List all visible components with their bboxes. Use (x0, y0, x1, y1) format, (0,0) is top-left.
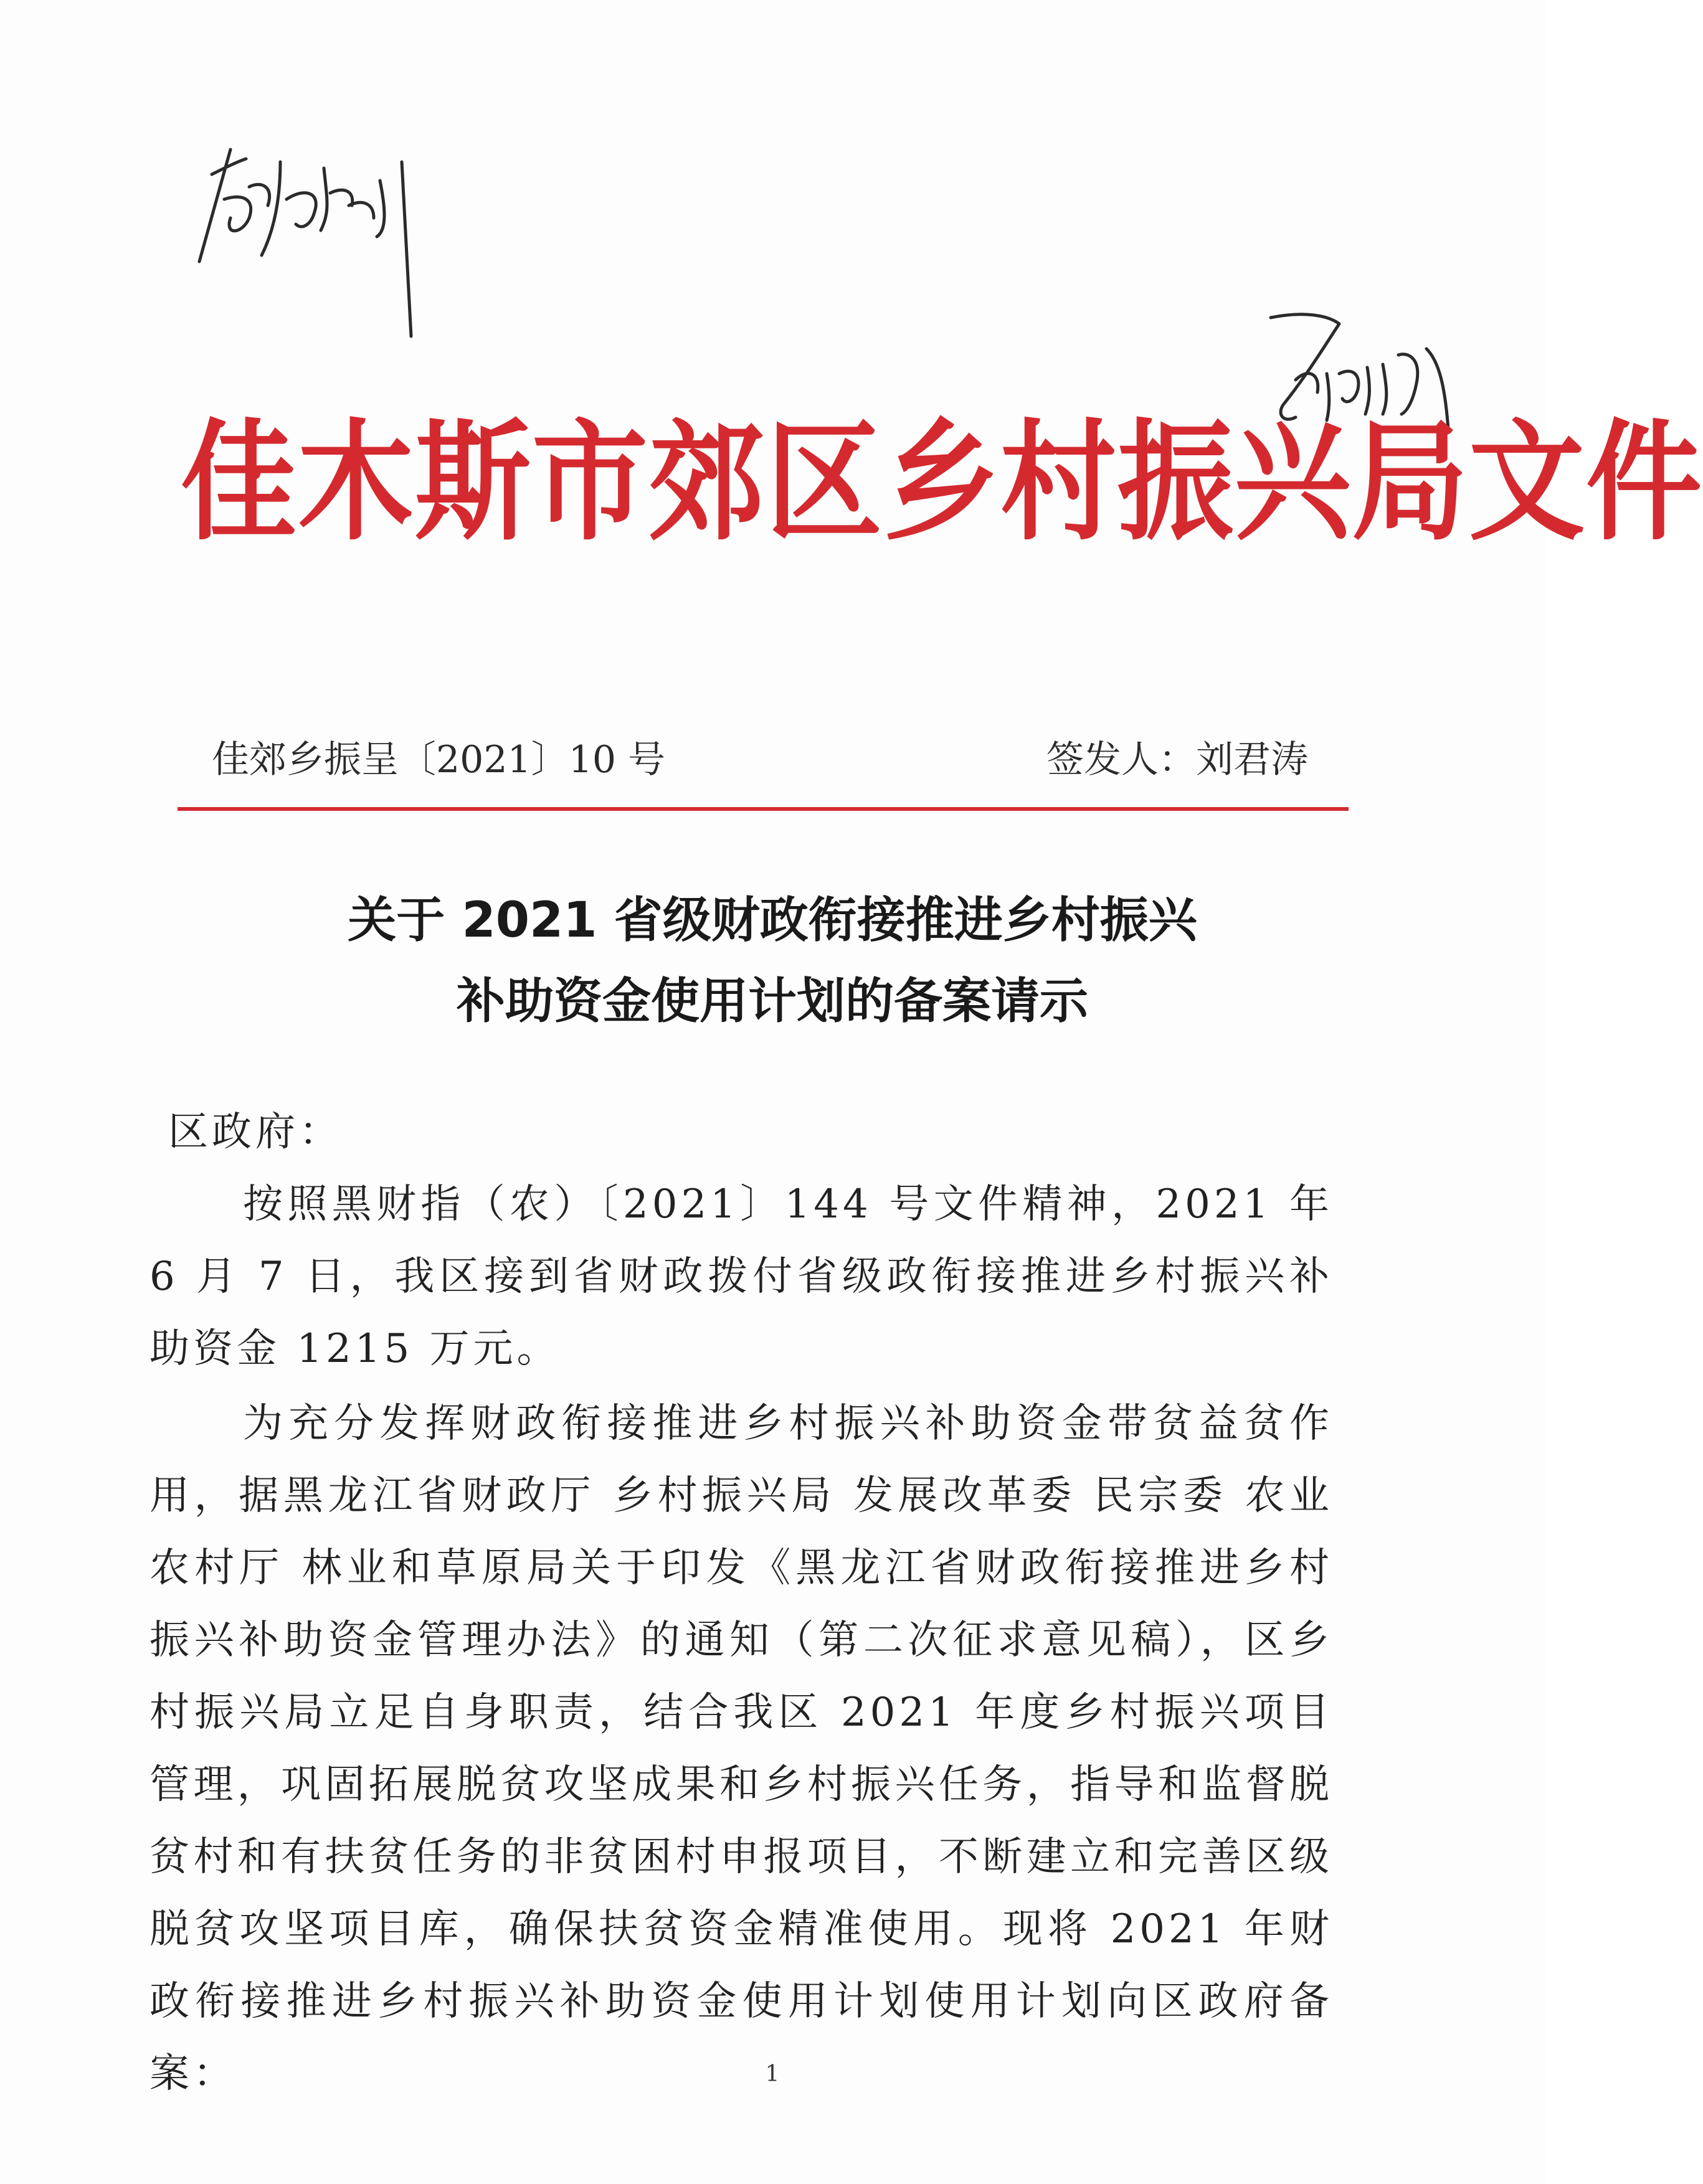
body-paragraph: 按照黑财指（农）〔2021〕144 号文件精神，2021 年 6 月 7 日，我区接到省财政拨付省级政衔接推进乡村振兴补助资金 1215 万元。 (149, 1181, 1333, 1372)
page-number: 1 (765, 2061, 780, 2087)
document-body (149, 1096, 1333, 2110)
handwritten-signature-left (187, 125, 448, 349)
document-signer: 签发人：刘君涛 (1046, 738, 1308, 782)
body-paragraph: 为充分发挥财政衔接推进乡村振兴补助资金带贫益贫作用，据黑龙江省财政厅 乡村振兴局 发展改革委 民宗委 农业农村厅 林业和草原局关于印发《黑龙江省财政衔接推进乡村振兴补助资金管理办法》的通知（第二次征求意见稿），区乡村振兴局立足自身职责，结合我区 2021 年度乡村振兴项目管理，巩固拓展脱贫攻坚成果和乡村振兴任务，指导和监督脱贫村和有扶贫任务的非贫困村申报项目，不断建立和完善区级脱贫攻坚项目库，确保扶贫资金精准使用。现将 2021 年财政衔接推进乡村振兴补助资金使用计划使用计划向区政府备案： (149, 1401, 1333, 2097)
document-title-line2: 补助资金使用计划的备案请示 (456, 973, 1088, 1029)
masthead-title: 佳木斯市郊区乡村振兴局文件 (181, 406, 1703, 558)
document-number: 佳郊乡振呈〔2021〕10 号 (212, 738, 666, 782)
salutation: 区政府： (168, 1109, 343, 1155)
red-divider-line (178, 807, 1349, 811)
document-title-line1: 关于 2021 省级财政衔接推进乡村振兴 (348, 892, 1197, 948)
document-number-row (212, 732, 1308, 788)
